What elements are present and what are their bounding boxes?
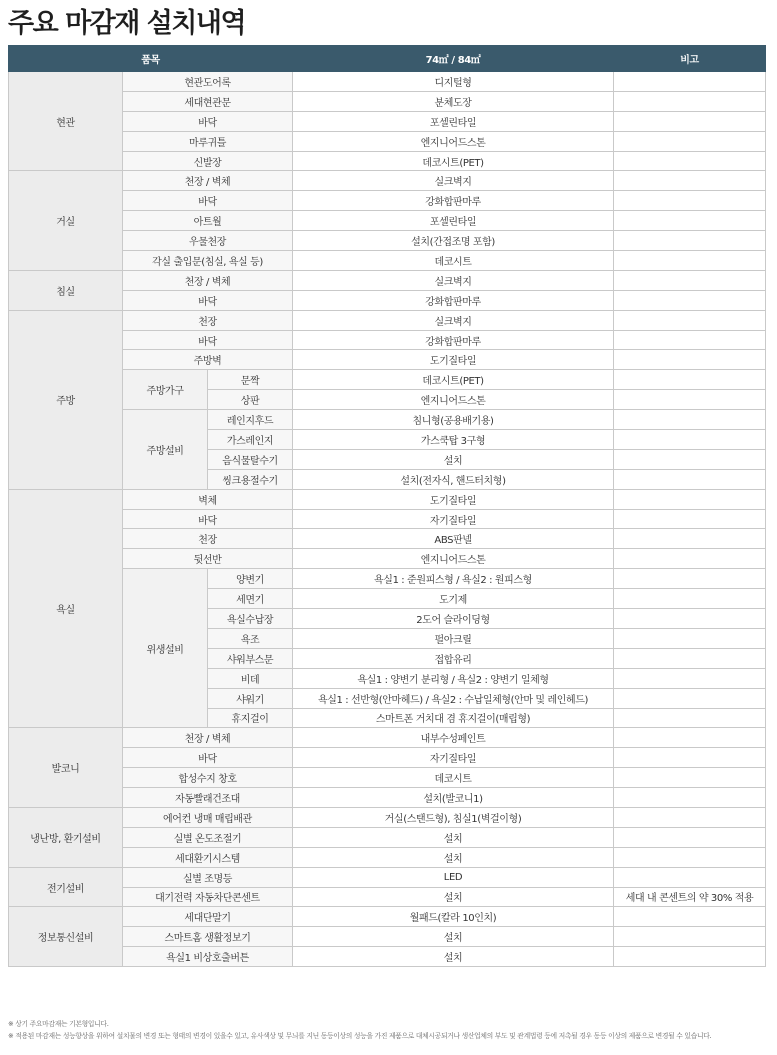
note-cell — [614, 708, 766, 728]
spec-cell: 욕실1 : 선반형(안마헤드) / 욕실2 : 수납일체형(안마 및 레인헤드) — [293, 688, 614, 708]
note-cell: 세대 내 콘센트의 약 30% 적용 — [614, 887, 766, 907]
table-header-row — [9, 46, 766, 72]
table-row — [9, 330, 766, 350]
category-cell: 전기설비 — [9, 867, 123, 907]
note-cell — [614, 430, 766, 450]
item-cell: 스마트홈 생활정보기 — [123, 927, 293, 947]
note-cell — [614, 151, 766, 171]
table-row — [9, 807, 766, 827]
spec-cell: 데코시트(PET) — [293, 370, 614, 390]
note-cell — [614, 131, 766, 151]
table-row — [9, 171, 766, 191]
note-cell — [614, 847, 766, 867]
table-row — [9, 489, 766, 509]
note-cell — [614, 91, 766, 111]
note-cell — [614, 947, 766, 967]
table-row — [9, 768, 766, 788]
item-cell: 천장 / 벽체 — [123, 171, 293, 191]
category-cell: 거실 — [9, 171, 123, 270]
item-cell: 실별 온도조절기 — [123, 827, 293, 847]
spec-cell: 분체도장 — [293, 91, 614, 111]
spec-cell: 데코시트 — [293, 251, 614, 271]
note-cell — [614, 628, 766, 648]
table-row — [9, 111, 766, 131]
item-cell: 세대환기시스템 — [123, 847, 293, 867]
table-body — [9, 72, 766, 967]
note-cell — [614, 171, 766, 191]
note-cell — [614, 270, 766, 290]
spec-cell: 도기질타일 — [293, 489, 614, 509]
note-cell — [614, 330, 766, 350]
item-cell: 휴지걸이 — [208, 708, 293, 728]
table-row — [9, 927, 766, 947]
item-cell: 주방벽 — [123, 350, 293, 370]
category-cell: 현관 — [9, 72, 123, 171]
item-cell: 욕조 — [208, 628, 293, 648]
spec-cell: 포셀린타일 — [293, 211, 614, 231]
item-cell: 합성수지 창호 — [123, 768, 293, 788]
note-cell — [614, 191, 766, 211]
note-cell — [614, 569, 766, 589]
table-row — [9, 270, 766, 290]
table-row — [9, 827, 766, 847]
note-cell — [614, 927, 766, 947]
spec-cell: 설치(발코니1) — [293, 788, 614, 808]
header-item: 품목 — [9, 46, 293, 72]
item-cell: 세대단말기 — [123, 907, 293, 927]
note-cell — [614, 867, 766, 887]
finish-materials-table — [8, 45, 766, 967]
table-row — [9, 191, 766, 211]
note-cell — [614, 489, 766, 509]
note-cell — [614, 648, 766, 668]
note-cell — [614, 609, 766, 629]
note-cell — [614, 768, 766, 788]
spec-cell: 욕실1 : 준원피스형 / 욕실2 : 원피스형 — [293, 569, 614, 589]
category-cell: 침실 — [9, 270, 123, 310]
spec-cell: 엔지니어드스톤 — [293, 131, 614, 151]
footnotes — [8, 1018, 711, 1042]
note-cell — [614, 370, 766, 390]
item-cell: 세면기 — [208, 589, 293, 609]
item-cell: 바닥 — [123, 330, 293, 350]
item-cell: 대기전력 자동차단콘센트 — [123, 887, 293, 907]
spec-cell: 접합유리 — [293, 648, 614, 668]
table-row — [9, 788, 766, 808]
note-cell — [614, 549, 766, 569]
spec-cell: 데코시트 — [293, 768, 614, 788]
table-row — [9, 350, 766, 370]
item-cell: 바닥 — [123, 111, 293, 131]
spec-cell: 가스쿡탑 3구형 — [293, 430, 614, 450]
spec-cell: LED — [293, 867, 614, 887]
category-cell: 정보통신설비 — [9, 907, 123, 967]
item-cell: 비데 — [208, 668, 293, 688]
spec-cell: 설치 — [293, 847, 614, 867]
item-cell: 마루귀틀 — [123, 131, 293, 151]
item-cell: 가스레인지 — [208, 430, 293, 450]
note-cell — [614, 290, 766, 310]
header-spec: 74㎡ / 84㎡ — [293, 46, 614, 72]
page-title: 주요 마감재 설치내역 — [8, 8, 246, 39]
item-cell: 상판 — [208, 390, 293, 410]
table-row — [9, 251, 766, 271]
note-cell — [614, 111, 766, 131]
table-row — [9, 410, 766, 430]
spec-cell: 엔지니어드스톤 — [293, 549, 614, 569]
spec-cell: 스마트폰 거치대 겸 휴지걸이(매립형) — [293, 708, 614, 728]
spec-cell: 침니형(공용배기용) — [293, 410, 614, 430]
subcategory-cell: 주방설비 — [123, 410, 208, 490]
table-row — [9, 231, 766, 251]
spec-cell: 엔지니어드스톤 — [293, 390, 614, 410]
item-cell: 실별 조명등 — [123, 867, 293, 887]
item-cell: 욕실수납장 — [208, 609, 293, 629]
table-row — [9, 310, 766, 330]
note-cell — [614, 509, 766, 529]
item-cell: 씽크용절수기 — [208, 469, 293, 489]
table-row — [9, 131, 766, 151]
footnote: ※ 상기 주요마감재는 기본형입니다. — [8, 1020, 109, 1028]
spec-cell: 디지털형 — [293, 72, 614, 92]
item-cell: 현관도어록 — [123, 72, 293, 92]
item-cell: 바닥 — [123, 191, 293, 211]
table-row — [9, 947, 766, 967]
note-cell — [614, 449, 766, 469]
item-cell: 세대현관문 — [123, 91, 293, 111]
table-row — [9, 549, 766, 569]
table-row — [9, 728, 766, 748]
spec-cell: 자기질타일 — [293, 509, 614, 529]
category-cell: 욕실 — [9, 489, 123, 728]
table-row — [9, 867, 766, 887]
note-cell — [614, 529, 766, 549]
item-cell: 천장 / 벽체 — [123, 270, 293, 290]
note-cell — [614, 251, 766, 271]
spec-cell: 포셀린타일 — [293, 111, 614, 131]
note-cell — [614, 688, 766, 708]
note-cell — [614, 788, 766, 808]
table-row — [9, 529, 766, 549]
table-row — [9, 151, 766, 171]
spec-cell: 데코시트(PET) — [293, 151, 614, 171]
spec-cell: 설치 — [293, 947, 614, 967]
item-cell: 신발장 — [123, 151, 293, 171]
footnote: ※ 적용된 마감재는 성능향상을 위하여 설치물의 변경 또는 형태의 변경이 있을수 있고, 유사색상 및 무늬를 지닌 동등이상의 성능을 가진 제품으로 대체시공되거나 생산업체의 부도 및 관계법령 등에 저촉될 경우 동등 이상의 제품으로 변경될 수 있습니다. — [8, 1032, 712, 1040]
note-cell — [614, 390, 766, 410]
item-cell: 아트월 — [123, 211, 293, 231]
item-cell: 바닥 — [123, 509, 293, 529]
spec-cell: 설치 — [293, 887, 614, 907]
spec-cell: 강화합판마루 — [293, 330, 614, 350]
item-cell: 천장 / 벽체 — [123, 728, 293, 748]
subcategory-cell: 주방가구 — [123, 370, 208, 410]
table-row — [9, 211, 766, 231]
table-row — [9, 290, 766, 310]
note-cell — [614, 310, 766, 330]
note-cell — [614, 807, 766, 827]
item-cell: 욕실1 비상호출버튼 — [123, 947, 293, 967]
item-cell: 양변기 — [208, 569, 293, 589]
spec-cell: 설치(간접조명 포함) — [293, 231, 614, 251]
table-row — [9, 748, 766, 768]
item-cell: 에어컨 냉매 매립배관 — [123, 807, 293, 827]
spec-cell: 설치(전자식, 핸드터치형) — [293, 469, 614, 489]
spec-cell: 거실(스탠드형), 침실1(벽걸이형) — [293, 807, 614, 827]
item-cell: 천장 — [123, 310, 293, 330]
category-cell: 주방 — [9, 310, 123, 489]
spec-cell: 펄아크릴 — [293, 628, 614, 648]
spec-cell: 월패드(칼라 10인치) — [293, 907, 614, 927]
subcategory-cell: 위생설비 — [123, 569, 208, 728]
note-cell — [614, 589, 766, 609]
spec-cell: 실크벽지 — [293, 310, 614, 330]
note-cell — [614, 728, 766, 748]
spec-cell: 설치 — [293, 927, 614, 947]
spec-cell: 설치 — [293, 449, 614, 469]
item-cell: 우물천장 — [123, 231, 293, 251]
note-cell — [614, 668, 766, 688]
item-cell: 음식물탈수기 — [208, 449, 293, 469]
spec-cell: 실크벽지 — [293, 171, 614, 191]
spec-cell: 도기제 — [293, 589, 614, 609]
note-cell — [614, 748, 766, 768]
note-cell — [614, 350, 766, 370]
spec-cell: 설치 — [293, 827, 614, 847]
item-cell: 각실 출입문(침실, 욕실 등) — [123, 251, 293, 271]
header-note: 비고 — [614, 46, 766, 72]
table-row — [9, 907, 766, 927]
item-cell: 자동빨래건조대 — [123, 788, 293, 808]
note-cell — [614, 231, 766, 251]
spec-cell: 도기질타일 — [293, 350, 614, 370]
table-row — [9, 509, 766, 529]
table-row — [9, 91, 766, 111]
item-cell: 뒷선반 — [123, 549, 293, 569]
table-row — [9, 370, 766, 390]
spec-cell: 자기질타일 — [293, 748, 614, 768]
table-row — [9, 847, 766, 867]
item-cell: 샤워부스문 — [208, 648, 293, 668]
note-cell — [614, 72, 766, 92]
item-cell: 바닥 — [123, 290, 293, 310]
spec-cell: 실크벽지 — [293, 270, 614, 290]
item-cell: 천장 — [123, 529, 293, 549]
note-cell — [614, 907, 766, 927]
table-row — [9, 569, 766, 589]
category-cell: 발코니 — [9, 728, 123, 808]
note-cell — [614, 469, 766, 489]
spec-cell: 강화합판마루 — [293, 191, 614, 211]
table-row — [9, 72, 766, 92]
item-cell: 벽체 — [123, 489, 293, 509]
spec-cell: 강화합판마루 — [293, 290, 614, 310]
category-cell: 냉난방, 환기설비 — [9, 807, 123, 867]
spec-cell: 2도어 슬라이딩형 — [293, 609, 614, 629]
spec-cell: 욕실1 : 양변기 분리형 / 욕실2 : 양변기 일체형 — [293, 668, 614, 688]
item-cell: 샤워기 — [208, 688, 293, 708]
item-cell: 레인지후드 — [208, 410, 293, 430]
note-cell — [614, 211, 766, 231]
note-cell — [614, 827, 766, 847]
table-row — [9, 887, 766, 907]
note-cell — [614, 410, 766, 430]
item-cell: 바닥 — [123, 748, 293, 768]
item-cell: 문짝 — [208, 370, 293, 390]
spec-cell: 내부수성페인트 — [293, 728, 614, 748]
spec-cell: ABS판넬 — [293, 529, 614, 549]
